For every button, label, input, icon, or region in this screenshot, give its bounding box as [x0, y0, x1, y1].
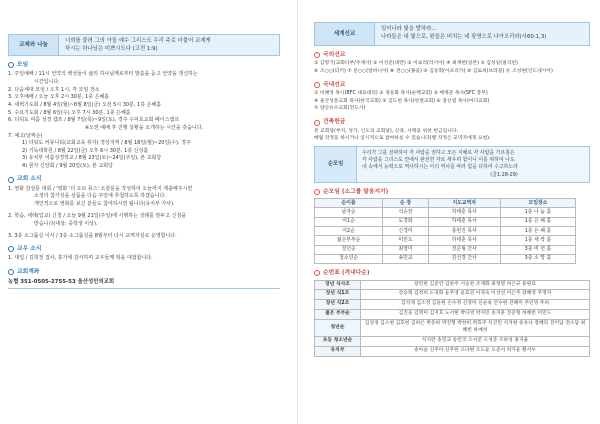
list-item: 2) 기독대학원 / 8월 22일(금) 오후 6시 30분, 1층 신성홀	[22, 147, 149, 154]
section-title: 순모임 (소그룹 맡음지기)	[314, 188, 590, 196]
banner-verse: 일어나라 빛을 발하라... 나라들은 네 빛으로, 왕들은 비치는 네 광명으로 나아오리라(사60:1,3)	[381, 26, 547, 40]
table-cell: 송민교	[383, 254, 429, 263]
bullet-icon	[314, 270, 320, 276]
missionary-line: ① 비혜영 목사(BFC 대표대리) ② 경동화 목사(순백교회) ③ 배재준 목사(SFC 총무)	[314, 91, 488, 97]
spacer	[8, 228, 280, 232]
row-header: 장년 식사조	[315, 280, 361, 290]
bullet-icon	[314, 52, 320, 58]
table-cell: 하태훈 목사	[428, 236, 500, 245]
table-row	[315, 217, 576, 226]
table-row	[315, 226, 576, 235]
table-cell: 석승찬	[383, 208, 429, 217]
list-item: 7. 예고(날짜순)	[8, 132, 43, 139]
church-news-section	[8, 175, 280, 240]
list-item: 1. 주일예배 / 11시 언약의 백성들이 삶의 하나님께로부터 말씀을 듣고 언약을 갱신하는	[8, 71, 198, 78]
small-group-table	[314, 198, 576, 264]
section-title: 교회 소식	[8, 175, 280, 183]
table-cell: 여2순	[315, 226, 383, 235]
row-header: 장년 식1조	[315, 290, 361, 300]
bank-account: 농협 351-0505-2755-53 울산성민의교회	[8, 279, 280, 289]
table-row	[315, 300, 590, 310]
row-header: 청년순	[315, 320, 361, 337]
row-header: 유치부	[315, 347, 361, 357]
table-cell: 젊은부부순	[315, 236, 383, 245]
list-item: 3) 유치부 여름성경학교 / 8월 23일(토)~24일(주일), 본 교회당	[22, 155, 162, 162]
missionary-line: ⑦ 양산유수교회(전도사)	[314, 106, 366, 112]
bullet-icon	[8, 177, 14, 183]
table-cell: 여1순	[315, 217, 383, 226]
meeting-section	[8, 61, 280, 170]
list-item: 5. 수요기도회 / 8월 6일(수) 오후 7시 30분, 1층 은혜홀	[8, 109, 131, 116]
table-cell: 신경미	[383, 226, 429, 235]
row-header: 장년 식2조	[315, 300, 361, 310]
missionary-line: ④ 울산성문교회 목사(한국교회) ⑤ 김도현 목사(한결교회) ⑥ 장신엽 목사(마디교회)	[314, 98, 490, 104]
left-page	[0, 0, 290, 424]
list-item: 1. 영화 감상문 대회 / '영화 '더 오브 뮤스' 소감문을 작성하여 오늘까지 제출해주시면	[8, 185, 193, 192]
bullet-icon	[8, 62, 14, 68]
small-group-section	[314, 188, 590, 264]
table-cell: 전준형 간사	[428, 245, 500, 254]
list-item: 받습니다(대상: 중학생 이상).	[34, 220, 98, 227]
table-cell: 미민도	[383, 236, 429, 245]
banner-tag: 교제와 나눔	[9, 35, 59, 55]
fellowship-banner	[8, 34, 280, 56]
table-cell: 3층 소 망 홀	[500, 254, 575, 263]
member-news-section	[8, 245, 280, 263]
section-title: 국내선교	[314, 81, 590, 89]
table-cell: 홍현진 목사	[428, 226, 500, 235]
list-item: 1. 대입 / 김희정 집사, 휴가에 감사하며 교우들께 떡을 대접합니다.	[8, 255, 153, 262]
list-item: 시간입니다.	[34, 79, 60, 86]
ministry-verse: 우리가 그를 전파하여 각 사람을 권하고 모든 지혜로 각 사람을 가르침은 각 사람을 그리스도 안에서 완전한 자로 세우려 함이니 이를 위하여 나도 내 속에서 능력으로 역사하시는 이의 역사를 따라 힘을 다하여 수고하노라 (골1:28-29)	[362, 150, 518, 178]
bullet-icon	[314, 189, 320, 195]
duty-roster-section	[314, 269, 590, 357]
table-cell: 송아윤 신주아 신주한 오다현 오도윤 오준서 허가윤 황서우	[361, 347, 590, 357]
foreign-mission-section	[314, 51, 590, 76]
table-cell: 석지완 송민교 송민국 오서준 오성준 조하성 홍지율	[361, 337, 590, 347]
table-cell: 남자순	[315, 208, 383, 217]
table-cell: 청년순	[315, 245, 383, 254]
section-title: 교우 소식	[8, 245, 280, 253]
column-header: 순 장	[383, 199, 429, 208]
bullet-icon	[8, 269, 14, 275]
fold-line	[297, 0, 298, 424]
table-cell: 3층 비 전 홀	[500, 245, 575, 254]
table-row	[315, 337, 590, 347]
table-cell: 1층 은 혜 홀	[500, 226, 575, 235]
list-item: 소정의 참가상을 상품을 다음 주일에 추첨하도록 하겠습니다.	[34, 193, 166, 200]
account-section	[8, 268, 280, 289]
table-cell: 김선경 간사	[428, 254, 500, 263]
domestic-mission-section	[314, 81, 590, 113]
list-item: 3. 3층 소그룹실 이사 / 3층 소그룹실을 8월부터 다시 교역자실로 운영합니다.	[8, 232, 177, 239]
table-row	[315, 254, 576, 263]
table-cell: 하태훈 목사	[428, 208, 500, 217]
row-header: 초등 청소년순	[315, 337, 361, 347]
list-item: ※오전 예배 후 진행 상황을 소개하는 시간을 갖습니다.	[84, 124, 204, 131]
table-row	[315, 280, 590, 290]
list-item: 2. 다음세대 모임 / 오후 1시, 각 모임 장소	[8, 86, 100, 93]
list-item: 4. 새벽기도회 / 8월 4일(월)~8월 8일(금) 오전 5시 30분, 1층 은혜홀	[8, 101, 162, 108]
building-text: 매월 작정을 하시거나 일시적으로 참여하실 수 있습니다(별 작정은 교역자에게 요청).	[314, 136, 491, 142]
table-cell: 김석제 김소정 김윤현 손수정 신경미 신순옥 안수현 전혜미 주인영 주희	[361, 300, 590, 310]
banner-verse: 너희를 붙려 그의 아들 예수 그리스도 우리 주로 더불어 교제케 하시는 하나님은 미쁘시도다 (고전 1:9)	[65, 38, 211, 52]
bullet-icon	[314, 82, 320, 88]
table-row	[315, 245, 576, 254]
building-text: 본 교회당(부지, 성가, 인도의 교회당), 신축, 사택을 위한 헌금입니다.	[314, 128, 459, 134]
list-item: 2. 학습, 세례(입교) 신청 / 오늘 9월 21일(주일)에 시행하는 성례를 앞두고 신청을	[8, 213, 187, 220]
table-row	[315, 347, 590, 357]
table-cell: 1층 은 혜 홀	[500, 217, 575, 226]
table-row	[315, 310, 590, 320]
column-header: 모임장소	[500, 199, 575, 208]
list-item: 3. 오후예배 / 오늘 오후 2시 30분, 1층 은혜홀	[8, 94, 110, 101]
list-item: 1) 더워도 커뮤니티(교회교육 위자) 경상지역 / 8월 18일(월)~20일(수), 경주	[22, 140, 191, 147]
duty-roster-table	[314, 280, 590, 358]
section-title: 교회계좌	[8, 268, 280, 276]
missionary-line: ⑥ 조○○(터키) ⑦ 문○○(알바니아) ⑧ 전○○(몽골) ⑨ 김동휘(아프리카) ⑩ 김토희(브라질) ⑪ 조성현(인도네시아)	[314, 68, 553, 74]
column-header: 순이름	[315, 199, 383, 208]
bullet-icon	[8, 246, 14, 252]
building-fund-section	[314, 118, 590, 143]
mission-banner	[314, 22, 590, 46]
list-item: 4) 꿈자 신앙회 / 9월 20일(토), 본 교회당	[22, 163, 113, 170]
table-cell: 1층 나 눔 홀	[500, 208, 575, 217]
ministry-tag: 순모임	[315, 147, 357, 181]
table-cell: 하태훈 목사	[428, 217, 500, 226]
table-cell: 김진웅 김명미 김지호 노서현 박다영 박지민 송지훈 전준형 허혜빈 미민도	[361, 310, 590, 320]
section-title: 국외선교	[314, 51, 590, 59]
table-cell: 장민한 김준안 김한주 서승찬 조재화 최정열 허은규 용원표	[361, 280, 590, 290]
table-cell: 최영미	[383, 245, 429, 254]
section-title: 순번표 (격내다순)	[314, 269, 590, 277]
bullet-icon	[314, 120, 320, 126]
table-row	[315, 290, 590, 300]
column-header: 지도교역자	[428, 199, 500, 208]
table-row	[315, 208, 576, 217]
missionary-line: ① 김형기(교회다부/주재사) ② 이성준(대만) ③ 이보리(러시아) ④ 최재헌(일본) ⑤ 김성일(필리핀)	[314, 61, 518, 67]
list-item: 개인적으로 영화를 보신 분들도 참여하시면 됩니다(유치부 가사).	[34, 201, 175, 207]
row-header: 젊은 부부순	[315, 310, 361, 320]
table-row	[315, 320, 590, 337]
small-group-verse-box	[314, 146, 590, 182]
table-cell: 도경화	[383, 217, 429, 226]
right-page	[300, 0, 600, 424]
list-item: 6. 더워도 여름 성경 캠프 / 8월 7일(목)~9일(토), 경주 수덕호교회 베이스캠프	[8, 117, 180, 124]
section-title: 건축헌금	[314, 118, 590, 126]
banner-tag: 세계선교	[315, 23, 375, 45]
table-cell: 김성경 김소현 김호현 김하은 박동하 박진형 박한비 박효주 석진민 석지현 송유나 장혜라 전미담 전소담 최혜빈 하예성	[361, 320, 590, 337]
section-title: 모임	[8, 61, 280, 69]
table-cell: 강승래 김정희 도경화 윤주영 윤효연 이경숙 이상선 이은주 장혜영 주정자	[361, 290, 590, 300]
table-row	[315, 236, 576, 245]
table-cell: 1층 새 싹 홀	[500, 236, 575, 245]
table-cell: 청소년순	[315, 254, 383, 263]
